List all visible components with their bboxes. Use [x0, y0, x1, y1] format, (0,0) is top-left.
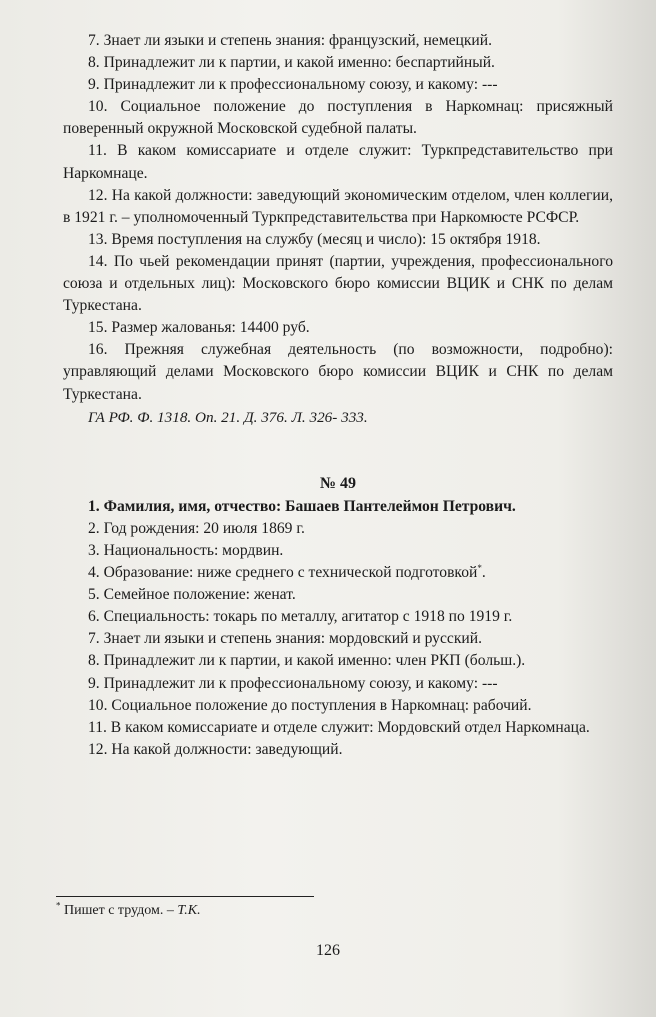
footnote-separator: [56, 896, 314, 897]
paragraph-item-3: 3. Национальность: мордвин.: [88, 541, 284, 559]
paragraph-top-9: 9. Принадлежит ли к профессиональному союзу, и какому: ---: [88, 76, 498, 94]
footnote-text: Пишет с трудом. –: [60, 903, 178, 918]
archive-reference: ГА РФ. Ф. 1318. Оп. 21. Д. 376. Л. 326- 333.: [88, 408, 368, 426]
paragraph-item-9: 9. Принадлежит ли к профессиональному союзу, и какому: ---: [88, 674, 498, 692]
paragraph-item-8: 8. Принадлежит ли к партии, и какой именно: член РКП (больш.).: [88, 652, 526, 670]
paragraph-top-12: 12. На какой должности: заведующий экономическим отделом, член коллегии, в 1921 г. – уполномоченный Туркпредставительства при Наркомюсте РСФСР.: [63, 186, 613, 226]
footnote-marker: *: [477, 562, 482, 573]
main-text-column: [63, 30, 613, 761]
paragraph-top-7: 7. Знает ли языки и степень знания: французский, немецкий.: [88, 32, 493, 49]
paragraph-top-10: 10. Социальное положение до поступления в Наркомнац: присяжный поверенный окружной Московской судебной палаты.: [63, 98, 613, 138]
paragraph-top-13: 13. Время поступления на службу (месяц и число): 15 октября 1918.: [88, 230, 541, 248]
footnote-author: Т.К.: [177, 903, 201, 918]
page-number: 126: [316, 942, 340, 959]
paragraph-item-1: 1. Фамилия, имя, отчество: Башаев Пантелеймон Петрович.: [88, 497, 516, 515]
paragraph-item-5: 5. Семейное положение: женат.: [88, 586, 296, 604]
paragraph-item-12: 12. На какой должности: заведующий.: [88, 740, 343, 758]
paragraph-item-6: 6. Специальность: токарь по металлу, агитатор с 1918 по 1919 г.: [88, 608, 513, 626]
footnote-mark: *: [56, 900, 61, 911]
paragraph-top-11: 11. В каком комиссариате и отделе служит: Туркпредставительство при Наркомнаце.: [63, 142, 613, 182]
paragraph-item-11: 11. В каком комиссариате и отделе служит: Мордовский отдел Наркомнаца.: [88, 718, 590, 736]
paragraph-top-16: 16. Прежняя служебная деятельность (по возможности, подробно): управляющий делами Московского бюро комиссии ВЦИК и СНК по делам Туркестана.: [63, 341, 613, 403]
document-number: № 49: [319, 474, 357, 492]
paragraph-top-14: 14. По чьей рекомендации принят (партии, учреждения, профессионального союза и отдельных лиц): Московского бюро комиссии ВЦИК и СНК по делам Туркестана.: [63, 252, 613, 315]
paragraph-top-15: 15. Размер жалованья: 14400 руб.: [88, 319, 310, 337]
paragraph-item-10: 10. Социальное положение до поступления в Наркомнац: рабочий.: [88, 696, 532, 714]
item-4-text: 4. Образование: ниже среднего с технической подготовкой: [88, 564, 478, 582]
paragraph-item-7: 7. Знает ли языки и степень знания: мордовский и русский.: [88, 630, 482, 648]
paragraph-item-4: [63, 562, 613, 584]
footnote: [56, 900, 201, 919]
paragraph-top-8: 8. Принадлежит ли к партии, и какой именно: беспартийный.: [88, 54, 495, 72]
paragraph-item-2: 2. Год рождения: 20 июля 1869 г.: [88, 519, 305, 537]
item-4-end: .: [481, 564, 486, 582]
